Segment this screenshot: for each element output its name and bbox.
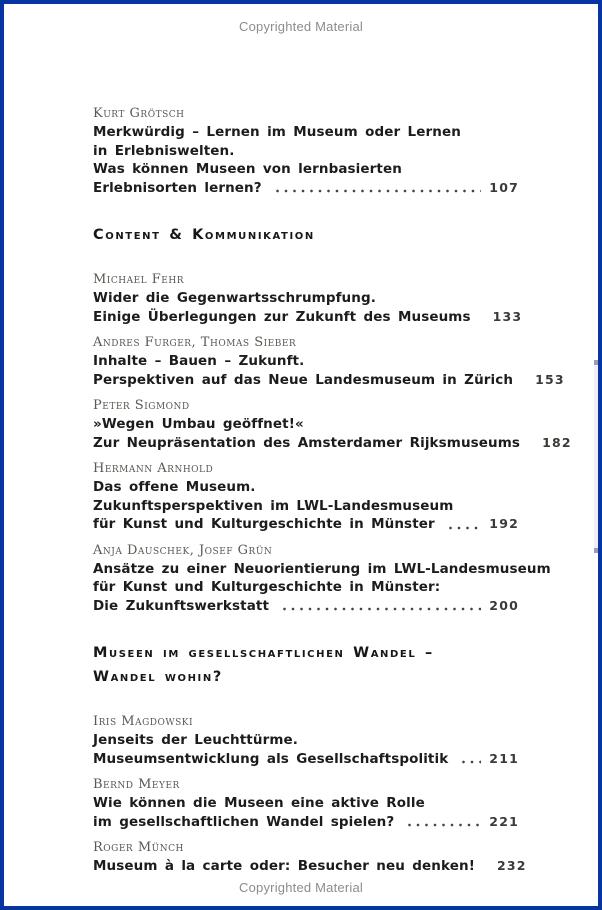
toc-entry-title-text: Einige Überlegungen zur Zukunft des Museums bbox=[93, 308, 471, 325]
toc-entry-author: Hermann Arnhold bbox=[93, 461, 214, 476]
scrollbar-up-arrow[interactable] bbox=[594, 360, 598, 365]
toc-entry-page-number: 232 bbox=[496, 858, 527, 873]
toc-entry-title-line: Zukunftsperspektiven im LWL-Landesmuseum bbox=[93, 497, 454, 514]
toc-entry-title-text: für Kunst und Kulturgeschichte in Münster bbox=[93, 516, 435, 532]
table-of-contents bbox=[93, 104, 572, 883]
toc-entry-page-number: 211 bbox=[489, 750, 519, 766]
toc-entry-page-number: 153 bbox=[535, 371, 565, 387]
toc-entry-last-line bbox=[93, 515, 519, 534]
toc-entry bbox=[93, 775, 519, 831]
toc-entry-author: Roger Münch bbox=[93, 840, 184, 855]
toc-entry-title-text: im gesellschaftlichen Wandel spielen? bbox=[93, 813, 395, 830]
toc-entry bbox=[93, 104, 519, 197]
toc-entry bbox=[93, 541, 551, 616]
toc-entry-title-line: Wider die Gegenwartsschrumpfung. bbox=[93, 290, 376, 306]
toc-entry-author: Peter Sigmond bbox=[93, 398, 190, 413]
toc-entry-page-number: 200 bbox=[489, 597, 519, 613]
toc-entry-title-text: Erlebnisorten lernen? bbox=[93, 179, 262, 196]
toc-entry-title-line: Jenseits der Leuchttürme. bbox=[93, 732, 298, 748]
dot-leader bbox=[462, 760, 481, 764]
section-heading-line: Museen im gesellschaftlichen Wandel – bbox=[93, 645, 434, 661]
copyright-banner-top: Copyrighted Material bbox=[239, 19, 363, 34]
copyright-banner-bottom: Copyrighted Material bbox=[239, 880, 363, 895]
toc-entry-author: Bernd Meyer bbox=[93, 777, 180, 792]
toc-entry-title-text: Zur Neupräsentation des Amsterdamer Rijksmuseums bbox=[93, 434, 521, 451]
toc-entry-author: Michael Fehr bbox=[93, 272, 184, 287]
toc-entry-title-line: Das offene Museum. bbox=[93, 479, 256, 495]
toc-entry-title-line: Wie können die Museen eine aktive Rolle bbox=[93, 795, 425, 811]
toc-entry-title-line: Ansätze zu einer Neuorientierung im LWL-Landesmuseum bbox=[93, 560, 551, 577]
section-heading-content-kommunikation bbox=[93, 223, 519, 247]
toc-entry bbox=[93, 396, 572, 452]
toc-entry-last-line bbox=[93, 434, 572, 453]
toc-entry-title-line: in Erlebniswelten. bbox=[93, 142, 235, 159]
dot-leader bbox=[283, 607, 481, 611]
dot-leader bbox=[449, 526, 482, 530]
section-heading-line: Content & Kommunikation bbox=[93, 227, 315, 243]
toc-entry-title-text: Perspektiven auf das Neue Landesmuseum in Zürich bbox=[93, 371, 514, 388]
scrollbar[interactable] bbox=[594, 360, 598, 553]
toc-entry-title-line: Was können Museen von lernbasierten bbox=[93, 161, 402, 177]
toc-entry bbox=[93, 333, 565, 389]
dot-leader bbox=[276, 189, 482, 193]
toc-entry-author: Anja Dauschek, Josef Grün bbox=[93, 542, 273, 558]
toc-entry-page-number: 182 bbox=[542, 434, 572, 450]
section-heading-wandel bbox=[93, 641, 519, 689]
toc-entry-title-text: Museum à la carte oder: Besucher neu denken! bbox=[93, 858, 475, 874]
toc-entry-last-line bbox=[93, 179, 519, 198]
toc-entry-last-line bbox=[93, 750, 519, 769]
section-heading-line: Wandel wohin? bbox=[93, 669, 223, 685]
toc-entry-title-line: Inhalte – Bauen – Zukunft. bbox=[93, 353, 305, 369]
toc-entry bbox=[93, 459, 519, 534]
dot-leader bbox=[408, 823, 481, 827]
toc-entry-page-number: 221 bbox=[489, 813, 519, 829]
toc-entry bbox=[93, 270, 523, 326]
toc-entry bbox=[93, 712, 519, 768]
toc-entry-author: Iris Magdowski bbox=[93, 714, 194, 729]
toc-entry-author: Andres Furger, Thomas Sieber bbox=[93, 335, 297, 350]
scrollbar-down-arrow[interactable] bbox=[594, 548, 598, 553]
toc-entry-title-line: für Kunst und Kulturgeschichte in Münster: bbox=[93, 579, 441, 595]
toc-entry-title-text: Die Zukunftswerkstatt bbox=[93, 597, 270, 614]
toc-entry-title-text: Museumsentwicklung als Gesellschaftspolitik bbox=[93, 750, 449, 767]
toc-entry-last-line bbox=[93, 813, 519, 832]
toc-entry bbox=[93, 838, 527, 876]
toc-entry-last-line bbox=[93, 371, 565, 390]
toc-entry-title-line: »Wegen Umbau geöffnet!« bbox=[93, 416, 304, 432]
toc-entry-last-line bbox=[93, 308, 523, 327]
toc-entry-page-number: 192 bbox=[489, 516, 519, 531]
toc-entry-page-number: 133 bbox=[492, 308, 523, 324]
toc-entry-title-line: Merkwürdig – Lernen im Museum oder Lernen bbox=[93, 124, 461, 140]
toc-entry-author: Kurt Grötsch bbox=[93, 106, 185, 121]
toc-entry-page-number: 107 bbox=[489, 179, 519, 195]
toc-entry-last-line bbox=[93, 857, 527, 876]
toc-entry-last-line bbox=[93, 597, 519, 616]
